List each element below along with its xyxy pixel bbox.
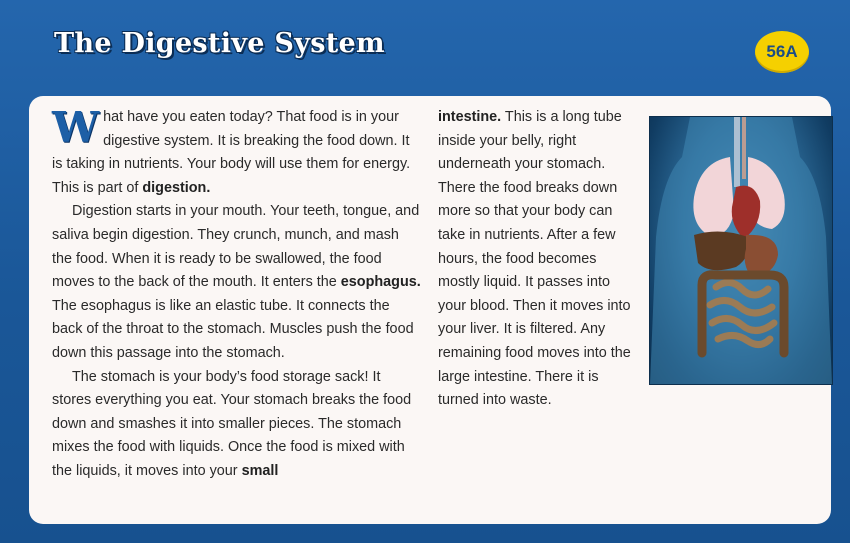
digestive-organs-illustration bbox=[649, 116, 833, 385]
page-title: The Digestive System bbox=[54, 28, 385, 59]
paragraph-3 bbox=[52, 366, 422, 484]
left-column bbox=[52, 103, 422, 484]
term-small: small bbox=[241, 462, 279, 479]
paragraph-1 bbox=[52, 103, 422, 200]
paragraph-2 bbox=[52, 200, 422, 365]
paragraph-2-text-b: The esophagus is like an elastic tube. It connects the back of the throat to the stomach. Muscles push the food down this passage into the stomach. bbox=[52, 297, 414, 361]
card-number-badge bbox=[755, 31, 809, 73]
drop-cap: W bbox=[52, 103, 100, 152]
paragraph-4 bbox=[438, 106, 818, 413]
organs-figure bbox=[650, 117, 832, 384]
term-digestion: digestion. bbox=[142, 179, 211, 196]
right-column bbox=[438, 106, 818, 413]
paragraph-3-text: The stomach is your body’s food storage sack! It stores everything you eat. Your stomach breaks the food down and smashes it into smaller pieces. The stomach mixes the food with liquids. Once the food is mixed with the liquids, it moves into your bbox=[52, 368, 412, 479]
card-number-label: 56A bbox=[766, 42, 798, 61]
paragraph-2-text-a: Digestion starts in your mouth. Your teeth, tongue, and saliva begin digestion. They crunch, munch, and mash the food. When it is ready to be swallowed, the food moves to the back of the mouth. It enters the bbox=[52, 203, 420, 291]
term-intestine: intestine. bbox=[438, 109, 502, 125]
term-esophagus: esophagus. bbox=[340, 274, 421, 291]
paragraph-1-text: hat have you eaten today? That food is in your digestive system. It is breaking the food down. It is taking in nutrients. Your body will use them for energy. This is part of bbox=[52, 109, 411, 196]
text-panel bbox=[29, 96, 831, 524]
paragraph-4-text: This is a long tube inside your belly, right underneath your stomach. There the food breaks down more so that your body can take in nutrients. After a few hours, the food becomes mostly liquid. It passes into your blood. Then it moves into your liver. It is filtered. Any remaining food moves into the large intestine. There it is turned into waste. bbox=[438, 109, 631, 409]
